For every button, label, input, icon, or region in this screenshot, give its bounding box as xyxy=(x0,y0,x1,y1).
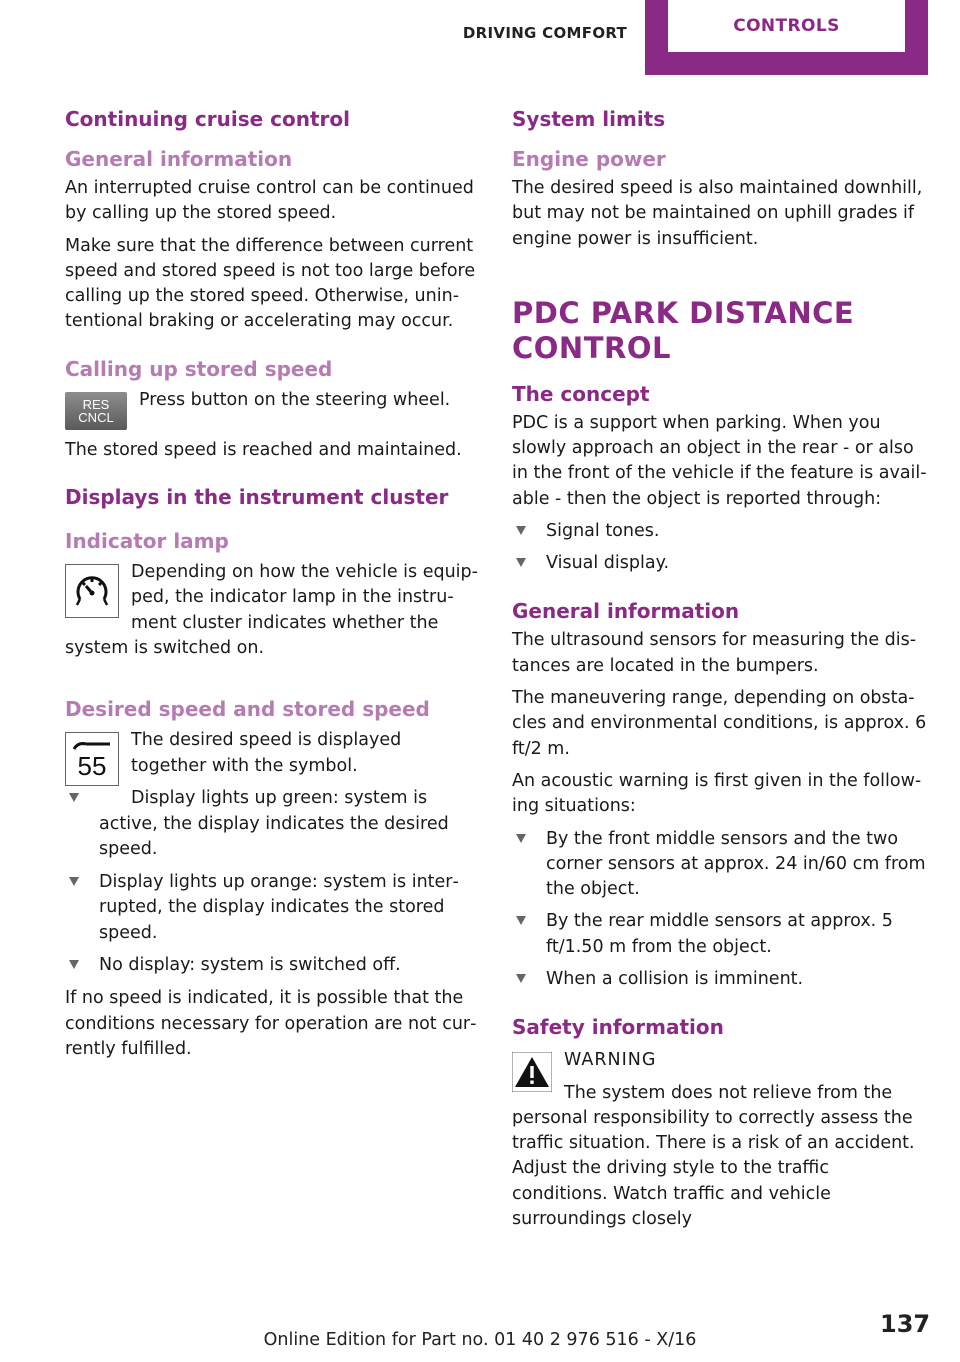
speed-symbol-icon xyxy=(65,732,119,786)
heading-continuing-cruise-control: Continuing cruise control xyxy=(65,107,351,131)
cncl-label: CNCL xyxy=(78,409,114,425)
bullet-list xyxy=(512,827,927,993)
heading-safety-information: Safety information xyxy=(512,1015,724,1040)
warning-triangle-icon xyxy=(512,1052,552,1092)
list-item: By the rear middle sensors at approx. 5 ft/1.50 m from the object. xyxy=(512,909,927,960)
bullet-list xyxy=(512,519,927,577)
list-item: Display lights up orange: system is interrupted, the display indicates the stored speed. xyxy=(65,870,478,946)
list-item: Signal tones. xyxy=(512,519,927,544)
cruise-control-indicator-icon xyxy=(65,564,119,618)
list-item: No display: system is switched off. xyxy=(65,953,478,978)
paragraph: The desired speed is displayed together with the symbol. xyxy=(131,730,402,776)
res-button-row xyxy=(65,388,478,438)
bullet-triangle-icon xyxy=(516,558,526,567)
speed-value: 55 xyxy=(77,751,107,782)
bullet-triangle-icon xyxy=(516,834,526,843)
right-column xyxy=(512,106,927,1239)
paragraph: If no speed is indicated, it is possible that the conditions necessary for operation are not currently fulfilled. xyxy=(65,988,477,1059)
paragraph: The maneuvering range, depending on obstacles and environmental conditions, is approx. 6 ft/2 m. xyxy=(512,688,927,759)
edition-footer: Online Edition for Part no. 01 40 2 976 516 - X/16 xyxy=(263,1330,697,1350)
bullet-triangle-icon xyxy=(69,877,79,886)
heading-engine-power: Engine power xyxy=(512,147,666,171)
paragraph: The ultrasound sensors for measuring the distances are located in the bumpers. xyxy=(512,630,917,676)
bullet-list xyxy=(65,870,478,978)
speed-row xyxy=(65,728,478,790)
warning-text: The system does not relieve from the personal responsibility to correctly assess the traffic situation. There is a risk of an accident. Adjust the driving style to the traffic conditions. Watch traffic and vehicle surroundings closely xyxy=(512,1082,915,1230)
paragraph: Make sure that the difference between current speed and stored speed is not too large before calling up the stored speed. Otherwise, unintentional braking or accelerating may occur. xyxy=(65,235,476,332)
paragraph: PDC is a support when parking. When you slowly approach an object in the rear - or also in the front of the vehicle if the feature is available - then the object is reported through: xyxy=(512,412,927,509)
list-item: By the front middle sensors and the two corner sensors at approx. 24 in/60 cm from the object. xyxy=(512,827,927,903)
sub-bullet-list xyxy=(65,786,478,862)
res-label: RES xyxy=(82,396,110,412)
heading-general-information: General information xyxy=(512,599,740,624)
bullet-triangle-icon xyxy=(516,916,526,925)
bullet-triangle-icon xyxy=(516,974,526,983)
paragraph: Depending on how the vehicle is equipped, the indicator lamp in the instrument cluster indicates whether the system is switched on. xyxy=(65,562,478,658)
warning-block xyxy=(512,1048,927,1232)
heading-calling-up-stored-speed: Calling up stored speed xyxy=(65,356,333,381)
list-item: Display lights up green: system is active, the display indicates the desired speed. xyxy=(65,786,478,862)
bullet-triangle-icon xyxy=(69,960,79,969)
paragraph: An acoustic warning is first given in the following situations: xyxy=(512,770,922,817)
left-column xyxy=(65,106,478,1069)
heading-general-information: General information xyxy=(65,147,293,171)
heading-the-concept: The concept xyxy=(512,381,650,406)
chapter-tab-label: CONTROLS xyxy=(668,0,905,52)
heading-desired-speed: Desired speed and stored speed xyxy=(65,697,430,722)
list-item: When a collision is imminent. xyxy=(512,967,927,992)
heading-displays-instrument-cluster: Displays in the instrument cluster xyxy=(65,485,449,510)
heading-indicator-lamp: Indicator lamp xyxy=(65,529,229,554)
indicator-row xyxy=(65,560,478,668)
chapter-tab xyxy=(645,0,928,75)
list-item: Visual display. xyxy=(512,551,927,576)
heading-system-limits: System limits xyxy=(512,107,666,131)
paragraph: The desired speed is also maintained downhill, but may not be maintained on uphill grades if engine power is insufficient. xyxy=(512,178,923,249)
paragraph: Press button on the steering wheel. xyxy=(139,389,451,410)
section-title: DRIVING COMFORT xyxy=(462,24,628,42)
warning-title: WARNING xyxy=(564,1050,657,1071)
paragraph: The stored speed is reached and maintained. xyxy=(65,439,462,460)
res-cncl-button-icon xyxy=(65,392,127,430)
heading-pdc: PDC PARK DISTANCE CONTROL xyxy=(512,295,855,366)
paragraph: An interrupted cruise control can be continued by calling up the stored speed. xyxy=(65,178,474,224)
bullet-triangle-icon xyxy=(69,793,79,802)
page-number: 137 xyxy=(880,1310,931,1338)
bullet-triangle-icon xyxy=(516,526,526,535)
